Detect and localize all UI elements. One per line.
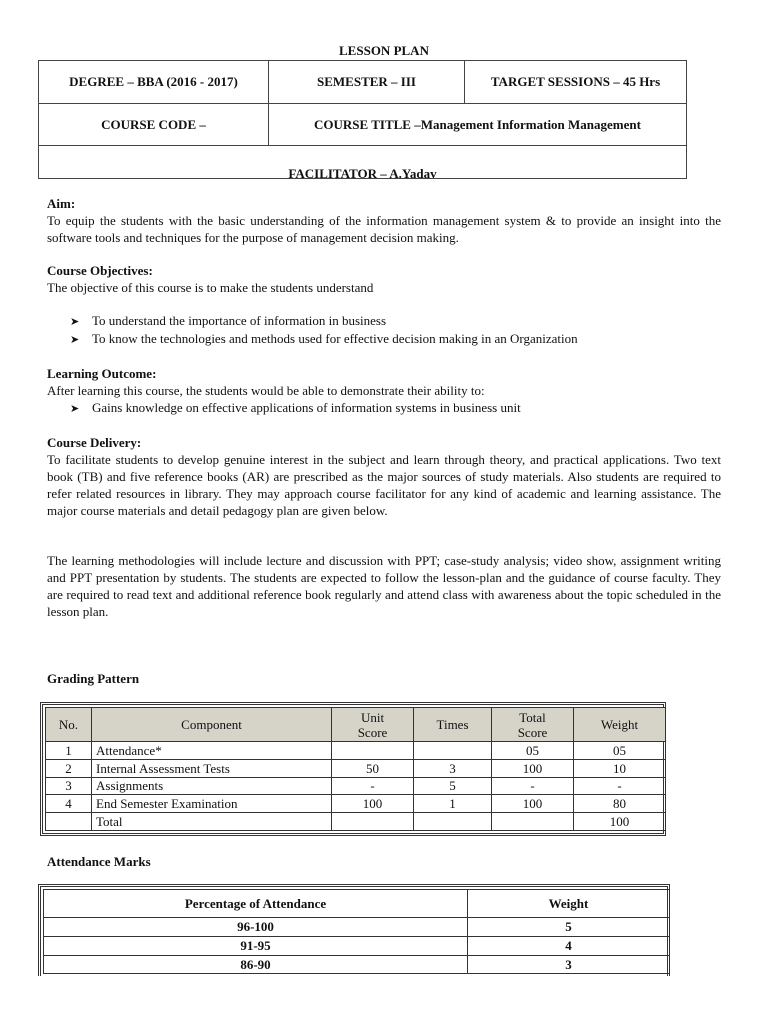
grading-table	[45, 707, 666, 831]
col-weight: Weight	[468, 890, 670, 918]
objectives-heading: Course Objectives:	[47, 263, 153, 278]
objective-item: ➤ To know the technologies and methods used for effective decision making in an Organization	[70, 331, 578, 346]
course-title-value: Management Information Management	[420, 116, 641, 132]
objective-item: ➤ To understand the importance of information in business	[70, 313, 387, 328]
page-title: LESSON PLAN	[339, 43, 429, 58]
col-percentage: Percentage of Attendance	[44, 890, 468, 918]
facilitator-cell	[39, 146, 687, 179]
table-row: 96-100 5	[44, 918, 670, 937]
attendance-header-row	[44, 890, 670, 918]
table-row: 1 Attendance* 05 05	[46, 742, 666, 760]
degree-cell: DEGREE – BBA (2016 - 2017)	[39, 61, 269, 104]
aim-heading: Aim:	[47, 196, 76, 211]
outcome-item: ➤ Gains knowledge on effective applications of information systems in business unit	[70, 400, 521, 415]
arrow-bullet-icon: ➤	[70, 315, 80, 328]
outcome-heading: Learning Outcome:	[47, 366, 157, 381]
col-unit-score: Unit Score	[332, 708, 414, 742]
course-code-cell: COURSE CODE –	[39, 104, 269, 146]
grading-header-row	[46, 708, 666, 742]
table-row: 86-90 3	[44, 956, 670, 974]
table-row: 91-95 4	[44, 937, 670, 956]
attendance-table	[43, 889, 670, 974]
attendance-table-frame	[38, 884, 670, 976]
table-row-total: Total 100	[46, 813, 666, 831]
objectives-intro: The objective of this course is to make the students understand	[47, 280, 374, 295]
col-no: No.	[46, 708, 92, 742]
col-component: Component	[92, 708, 332, 742]
col-times: Times	[414, 708, 492, 742]
course-header-table	[38, 60, 687, 179]
delivery-heading: Course Delivery:	[47, 435, 142, 450]
table-row: 2 Internal Assessment Tests 50 3 100 10	[46, 759, 666, 777]
course-title-cell	[269, 104, 687, 146]
attendance-heading: Attendance Marks	[47, 854, 151, 869]
delivery-paragraph-2: The learning methodologies will include lecture and discussion with PPT; case-study analysis; video show, assignment writing and PPT presentation by students. The students are expected to follow the lesson-plan and the guidance of course faculty. They are required to read text and additional reference book regularly and attend class with awareness about the topic scheduled in the lesson plan.	[47, 553, 721, 619]
col-weight: Weight	[574, 708, 666, 742]
semester-cell: SEMESTER – III	[269, 61, 465, 104]
aim-text: To equip the students with the basic understanding of the information management system & to provide an insight into the software tools and techniques for the purpose of management decision making.	[47, 213, 721, 245]
arrow-bullet-icon: ➤	[70, 333, 80, 346]
course-title-label: COURSE TITLE –	[314, 116, 421, 132]
facilitator-text: FACILITATOR – A.Yadav	[288, 166, 437, 178]
delivery-paragraph-1: To facilitate students to develop genuine interest in the subject and learn through theory, and practical applications. Two text book (TB) and five reference books (AR) are prescribed as the major sources of study materials. Also students are required to refer related resources in library. They may approach course facilitator for any kind of academic and learning assistance. The major course materials and detail pedagogy plan are given below.	[47, 452, 721, 518]
col-total-score: Total Score	[492, 708, 574, 742]
target-sessions-cell: TARGET SESSIONS – 45 Hrs	[465, 61, 687, 104]
grading-heading: Grading Pattern	[47, 671, 140, 686]
table-row: 3 Assignments - 5 - -	[46, 777, 666, 795]
outcome-intro: After learning this course, the students would be able to demonstrate their ability to:	[47, 383, 485, 398]
arrow-bullet-icon: ➤	[70, 402, 80, 415]
table-row: 4 End Semester Examination 100 1 100 80	[46, 795, 666, 813]
grading-table-frame	[40, 702, 666, 836]
